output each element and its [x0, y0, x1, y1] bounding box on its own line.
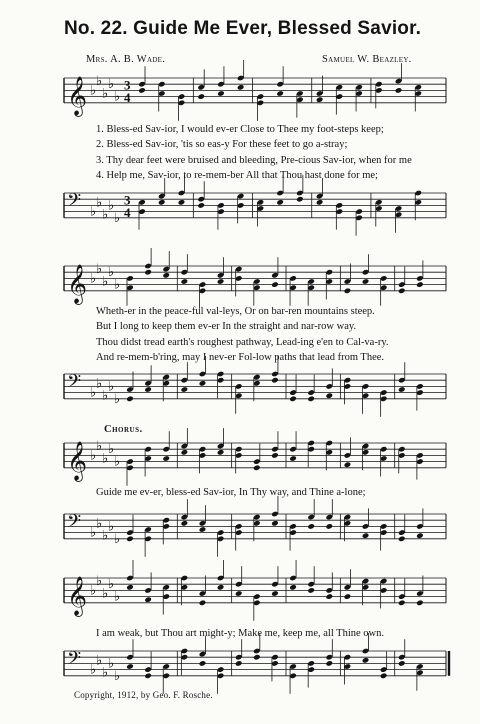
note-head	[253, 654, 261, 661]
note-head	[289, 584, 297, 591]
note-head	[181, 278, 189, 285]
lyric-line: Thou didst tread earth's roughest pathway, Lead-ing e'en to Cal-va-ry.	[96, 336, 389, 348]
flat-icon: ♭	[96, 195, 103, 211]
flat-icon: ♭	[114, 89, 121, 105]
flat-icon: ♭	[96, 653, 103, 669]
flat-icon: ♭	[96, 574, 103, 590]
flat-icon: ♭	[102, 86, 109, 102]
note-head	[398, 386, 406, 393]
time-signature-top: 3	[124, 77, 131, 93]
note-head	[398, 288, 406, 295]
treble-clef-icon: 𝄞	[67, 263, 88, 304]
composer-credit: Samuel W. Beazley.	[322, 54, 412, 65]
copyright-notice: Copyright, 1912, by Geo. F. Rosche.	[74, 690, 213, 700]
note-head	[199, 660, 207, 667]
flat-icon: ♭	[114, 531, 121, 547]
note-head	[217, 449, 225, 456]
flat-icon: ♭	[108, 379, 115, 395]
flat-icon: ♭	[114, 391, 121, 407]
note-head	[178, 199, 186, 206]
note-head	[217, 584, 225, 591]
note-head	[271, 520, 279, 527]
note-head	[395, 87, 403, 94]
note-head	[289, 455, 297, 462]
note-head	[416, 600, 424, 607]
note-head	[276, 199, 284, 206]
lyric-line: I am weak, but Thou art might-y; Make me, keep me, all Thine own.	[96, 628, 384, 639]
flat-icon: ♭	[108, 577, 115, 593]
note-head	[144, 269, 152, 276]
note-head	[307, 523, 315, 530]
note-head	[326, 392, 334, 399]
lyric-line: 3. Thy dear feet were bruised and bleeding, Pre-cious Sav-ior, when for me	[96, 154, 412, 166]
flat-icon: ♭	[102, 207, 109, 223]
lyric-line: Wheth-er in the peace-ful val-leys, Or on bar-ren mountains steep.	[96, 306, 375, 317]
note-head	[126, 584, 134, 591]
lyric-line: 2. Bless-ed Sav-ior, 'tis so eas-y For these feet to go a-stray;	[96, 139, 348, 151]
flat-icon: ♭	[96, 262, 103, 278]
note-head	[416, 281, 424, 288]
flat-icon: ♭	[96, 376, 103, 392]
flat-icon: ♭	[108, 198, 115, 214]
chorus-label: Chorus.	[104, 424, 143, 435]
bass-clef-icon: 𝄢	[67, 371, 82, 397]
verse-lyrics-part-1	[96, 122, 448, 183]
note-head	[271, 590, 279, 597]
note-head	[181, 386, 189, 393]
note-head	[289, 396, 297, 403]
flat-icon: ♭	[96, 74, 103, 90]
flat-icon: ♭	[108, 265, 115, 281]
treble-staff-4	[0, 572, 480, 632]
note-head	[398, 600, 406, 607]
note-head	[380, 673, 388, 680]
bass-staff-1	[0, 187, 480, 247]
flat-icon: ♭	[108, 656, 115, 672]
note-head	[217, 90, 225, 97]
flat-icon: ♭	[90, 385, 97, 401]
note-head	[197, 93, 205, 100]
note-head	[362, 657, 370, 664]
flat-icon: ♭	[114, 210, 121, 226]
hymn-title: No. 22. Guide Me Ever, Blessed Savior.	[64, 18, 422, 39]
note-head	[344, 461, 352, 468]
note-head	[398, 660, 406, 667]
bass-staff-2	[0, 368, 480, 428]
note-head	[307, 396, 315, 403]
flat-icon: ♭	[96, 439, 103, 455]
note-head	[316, 96, 324, 103]
note-head	[237, 84, 245, 91]
note-head	[181, 520, 189, 527]
flat-icon: ♭	[90, 525, 97, 541]
note-head	[307, 587, 315, 594]
note-head	[326, 523, 334, 530]
bass-clef-icon: 𝄢	[67, 190, 82, 216]
note-head	[197, 202, 205, 209]
flat-icon: ♭	[114, 277, 121, 293]
flat-icon: ♭	[114, 454, 121, 470]
note-head	[416, 532, 424, 539]
lyricist-credit: Mrs. A. B. Wade.	[86, 54, 166, 65]
bass-staff-4	[0, 645, 480, 705]
note-head	[398, 536, 406, 543]
flat-icon: ♭	[102, 274, 109, 290]
flat-icon: ♭	[102, 586, 109, 602]
note-head	[362, 278, 370, 285]
lyric-line: 4. Help me, Sav-ior, to re-mem-ber All that Thou hast done for me;	[96, 169, 378, 181]
treble-clef-icon: 𝄞	[67, 575, 88, 616]
note-head	[138, 87, 146, 94]
bass-staff-3	[0, 508, 480, 568]
note-head	[235, 590, 243, 597]
treble-clef-icon: 𝄞	[67, 75, 88, 116]
flat-icon: ♭	[90, 448, 97, 464]
flat-icon: ♭	[114, 668, 121, 684]
lyric-line: 1. Bless-ed Sav-ior, I would ev-er Close to Thee my foot-steps keep;	[96, 124, 384, 135]
note-head	[199, 600, 207, 607]
flat-icon: ♭	[96, 516, 103, 532]
note-head	[126, 396, 134, 403]
flat-icon: ♭	[90, 83, 97, 99]
verse-lyrics-part-2	[96, 304, 448, 365]
treble-clef-icon: 𝄞	[67, 440, 88, 481]
note-head	[316, 199, 324, 206]
note-head	[144, 673, 152, 680]
note-head	[344, 288, 352, 295]
note-head	[162, 272, 170, 279]
note-head	[158, 199, 166, 206]
bass-clef-icon: 𝄢	[67, 648, 82, 674]
flat-icon: ♭	[90, 271, 97, 287]
time-signature-bottom: 4	[124, 89, 131, 105]
flat-icon: ♭	[108, 77, 115, 93]
time-signature-bottom: 4	[124, 204, 131, 220]
note-head	[126, 536, 134, 543]
note-head	[253, 465, 261, 472]
note-head	[296, 196, 304, 203]
flat-icon: ♭	[102, 388, 109, 404]
note-head	[271, 452, 279, 459]
lyric-line: Guide me ev-er, bless-ed Sav-ior, In Thy way, and Thine a-lone;	[96, 487, 366, 498]
chorus-lyrics-2	[96, 626, 448, 641]
note-head	[199, 526, 207, 533]
chorus-lyrics-1	[96, 485, 448, 500]
note-head	[271, 377, 279, 384]
note-head	[235, 660, 243, 667]
note-head	[344, 593, 352, 600]
flat-icon: ♭	[102, 528, 109, 544]
note-head	[199, 380, 207, 387]
flat-icon: ♭	[90, 662, 97, 678]
flat-icon: ♭	[90, 583, 97, 599]
flat-icon: ♭	[90, 204, 97, 220]
flat-icon: ♭	[108, 442, 115, 458]
note-head	[217, 278, 225, 285]
note-head	[144, 386, 152, 393]
note-head	[271, 281, 279, 288]
note-head	[126, 663, 134, 670]
time-signature-top: 3	[124, 192, 131, 208]
bass-clef-icon: 𝄢	[67, 511, 82, 537]
note-head	[326, 660, 334, 667]
lyric-line: But I long to keep them ev-er In the straight and nar-row way.	[96, 321, 357, 333]
note-head	[144, 596, 152, 603]
note-head	[276, 90, 284, 97]
lyric-line: And re-mem-b'ring, may I nev-er Fol-low paths that lead from Thee.	[96, 351, 385, 363]
flat-icon: ♭	[108, 519, 115, 535]
note-head	[326, 593, 334, 600]
note-head	[362, 532, 370, 539]
flat-icon: ♭	[114, 589, 121, 605]
note-head	[181, 449, 189, 456]
flat-icon: ♭	[102, 451, 109, 467]
flat-icon: ♭	[102, 665, 109, 681]
note-head	[162, 455, 170, 462]
